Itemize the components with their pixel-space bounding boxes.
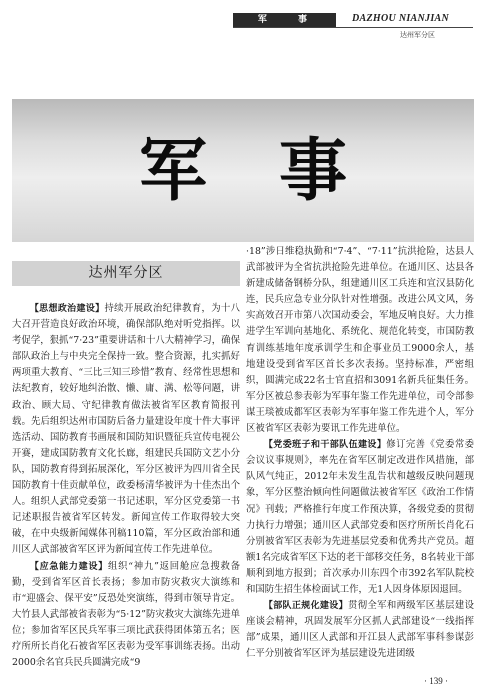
- paragraph-emergency: [12, 559, 240, 672]
- paragraph-party-committee-text: 修订完善《党委常委会议议事规则》，率先在省军区制定改进作风措施，部队风气纯正，2012年未发生乱告状和越级反映问题现象，军分区整治倾向性问题做法被省军区《政治工作情况》刊载；严格推行年度工作预决算，各级党委的贯彻力执行力增强；通川区人武部党委和医疗所所长肖化石分别被省军区表彰为先进基层党委和优秀共产党员。超额1名完成省军区下达的老干部移交任务，8名转业干部顺利到地方报到；首次承办川东四个市392名军队院校和国防生招生体检面试工作，无1人因身体原因退回。: [246, 439, 474, 595]
- section-tag-emergency: 【应急能力建设】: [29, 561, 108, 572]
- right-column: [246, 244, 474, 662]
- section-tag-party-committee: 【党委班子和干部队伍建设】: [263, 440, 387, 451]
- header-subtitle: 达州军分区: [400, 31, 435, 39]
- header-rule: [233, 27, 473, 28]
- chapter-title: 军事: [138, 131, 419, 211]
- section-tag-political: 【思想政治建设】: [29, 304, 105, 314]
- chapter-banner: [12, 99, 474, 242]
- paragraph-regularization-text: 贯彻全军和两级军区基层建设座谈会精神，巩固发展军分区抓人武部建设“一线指挥部”成果，通川区人武部和开江县人武部军事科参谋彭仁平分别被省军区评为基层建设先进团级: [246, 600, 474, 660]
- left-column: [12, 301, 240, 671]
- header-section-title: 军 事: [257, 15, 322, 25]
- paragraph-political-text: 持续开展政治纪律教育，为十八大召开营造良好政治环境，确保部队绝对听党指挥。以考促学，狠抓“7·23”重要讲话和十八大精神学习，确保部队政治上与中央完全保持一致。整合资源，扎实抓好两项重大教育、“三比三知三珍惜”教育、经常性思想和法纪教育，较好地纠治散、懒、庸、满、松等问题，讲政治、顾大局、守纪律教育做法被省军区教育简报刊载。先后组织达州市国防后备力量建设年度十件大事评选活动、国防教育书画展和国防知识暨征兵宣传电视公开赛，建成国防教育文化长廊，组建民兵国防文艺小分队，国防教育得到拓展深化，军分区被评为四川省全民国防教育十佳贡献单位，政委杨清华被评为十佳杰出个人。组织人武部党委第一书记述职，军分区党委第一书记述职报告被省军区转发。新闻宣传工作取得较大突破，在中央级新闻媒体刊稿110篇，军分区政治部和通川区人武部被省军区评为新闻宣传工作先进单位。: [12, 303, 240, 556]
- page-number: · 139 ·: [424, 676, 448, 686]
- paragraph-emergency-text: 组织“神九”返回舱应急搜救备勤，受到省军区首长表扬；参加市防灾救灾大演练和市“迎盛会、保平安”反恐处突演练，得到市领导肯定。大竹县人武部被省表彰为“5·12”防灾救灾大演练先进单位；参加省军区民兵军事三项比武获得团体第五名；医疗所所长肖化石被省军区表彰为受军事训练表扬。出动2000余名官兵民兵圆满完成“9: [12, 560, 240, 669]
- unit-heading-title: 达州军分区: [88, 265, 164, 281]
- header-brand: DAZHOU NIANJIAN: [352, 13, 450, 24]
- paragraph-regularization: [246, 598, 474, 662]
- paragraph-political: [12, 301, 240, 559]
- paragraph-emergency-continued: ·18”涉日维稳执勤和“7·4”、“7·11”抗洪抢险，达县人武部被评为全省抗洪抢险先进单位。在通川区、达县各新建成储备钢桥分队，组建通川区工兵连和宣汉县防化连，民兵应急专业分队针对性增强。改进公风文风，务实高效召开市第八次国动委会，军地反响良好。大力推进学生军训向基地化、系统化、规范化转变，市国防教育训练基地年度承训学生和企事业员工9000余人，基地建设受到省军区首长多次表扬。坚持标准，严密组织，圆满完成22名士官直招和3091名新兵征集任务。军分区被总参表彰为军事年鉴工作先进单位，司令部参谋王琰被成都军区表彰为军事年鉴工作先进个人，军分区被省军区表彰为要讯工作先进单位。: [246, 246, 474, 435]
- section-tag-regularization: 【部队正规化建设】: [263, 601, 348, 612]
- paragraph-party-committee: [246, 437, 474, 598]
